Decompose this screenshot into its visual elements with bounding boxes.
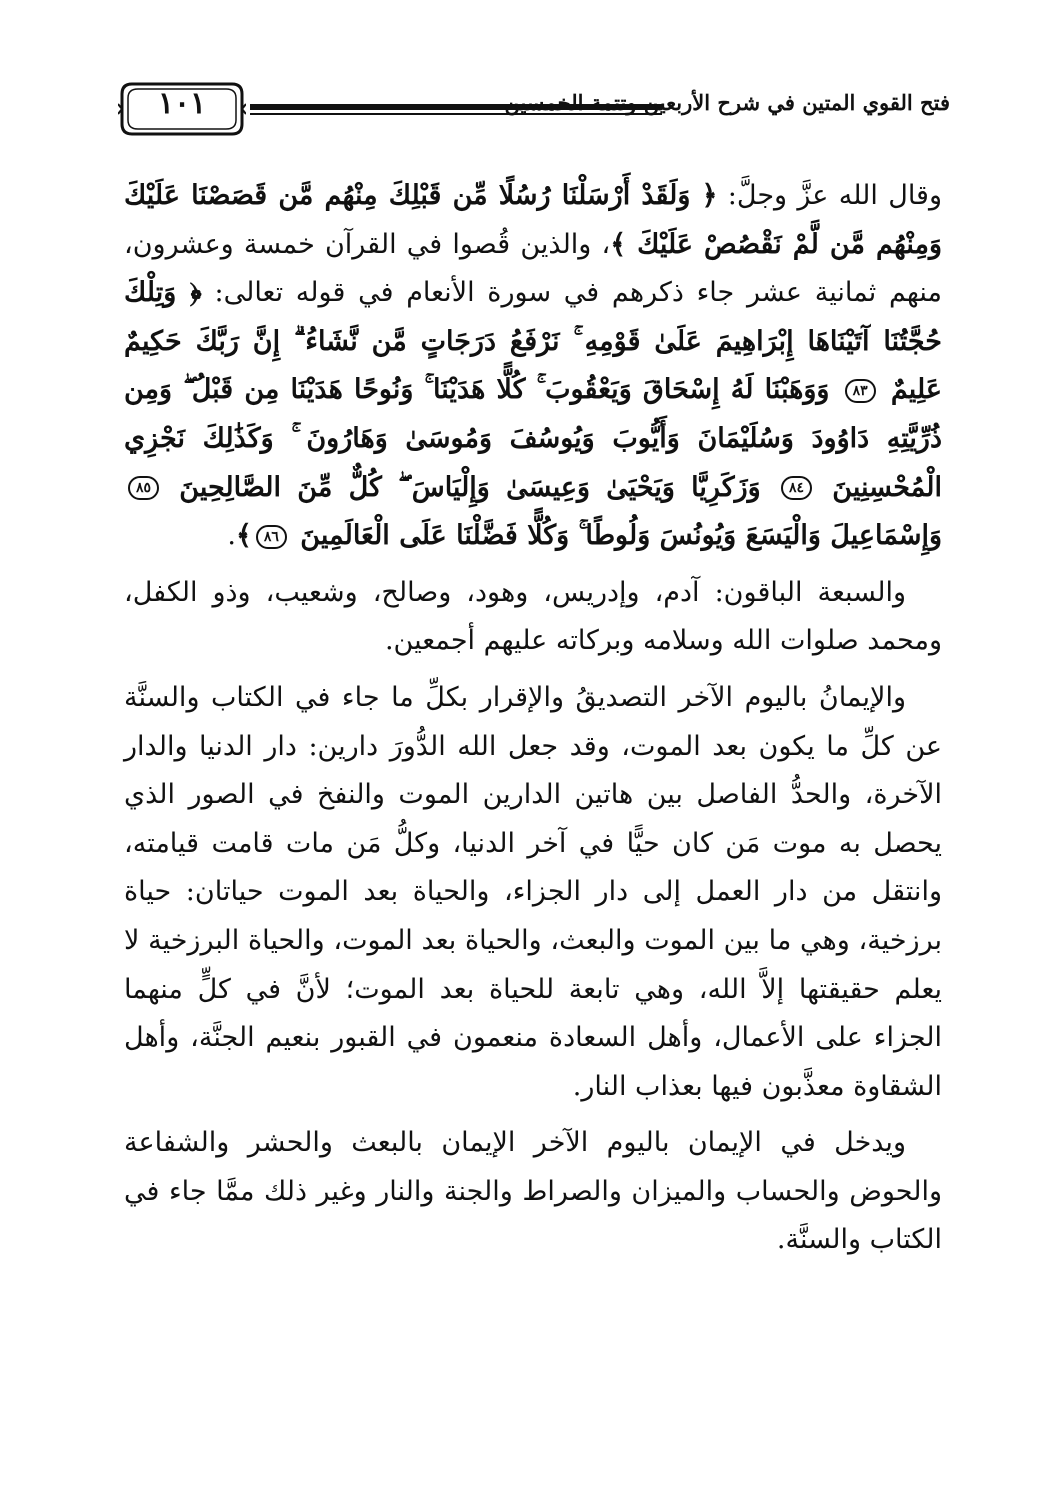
quran-bracket: ﴾ (610, 228, 627, 260)
page-body (124, 172, 942, 1273)
quran-verse-text: وَتِلْكَ حُجَّتُنَا آتَيْنَاهَا إِبْرَاهِيمَ عَلَىٰ قَوْمِهِ ۚ نَرْفَعُ دَرَجَاتٍ مَّن نَّشَاءُ ۗ إِنَّ رَبَّكَ حَكِيمٌ عَلِيمٌ (124, 277, 942, 406)
quran-verse-text: وَلَقَدْ أَرْسَلْنَا رُسُلًا مِّن قَبْلِكَ مِنْهُم مَّن قَصَصْنَا عَلَيْكَ وَمِنْهُم مَّن لَّمْ نَقْصُصْ عَلَيْكَ (124, 180, 943, 260)
body-text: والإيمانُ باليوم الآخر التصديقُ والإقرار بكلِّ ما جاء في الكتاب والسنَّة عن كلِّ ما يكون بعد الموت، وقد جعل الله الدُّورَ دارين: دار الدنيا والدار الآخرة، والحدُّ الفاصل بين هاتين الدارين الموت والنفخ في الصور الذي يحصل به موت مَن كان حيًّا في آخر الدنيا، وكلُّ مَن مات قامت قيامته، وانتقل من دار العمل إلى دار الجزاء، والحياة بعد الموت حياتان: حياة برزخية، وهي ما بين الموت والبعث، والحياة بعد الموت، والحياة البرزخية لا يعلم حقيقتها إلاَّ الله، وهي تابعة للحياة بعد الموت؛ لأنَّ في كلٍّ منهما الجزاء على الأعمال، وأهل السعادة منعمون في القبور بنعيم الجنَّة، وأهل الشقاوة معذَّبون فيها بعذاب النار. (124, 681, 942, 1102)
paragraph (124, 569, 942, 666)
quran-bracket: ﴿ (701, 180, 718, 211)
quran-verse-text: وَوَهَبْنَا لَهُ إِسْحَاقَ وَيَعْقُوبَ ۚ كُلًّا هَدَيْنَا ۚ وَنُوحًا هَدَيْنَا مِن قَبْلُ ۖ وَمِن ذُرِّيَّتِهِ دَاوُودَ وَسُلَيْمَانَ وَأَيُّوبَ وَيُوسُفَ وَمُوسَىٰ وَهَارُونَ ۚ وَكَذَٰلِكَ نَجْزِي الْمُحْسِنِينَ (124, 374, 942, 503)
verse-number-marker: ٨٣ (845, 379, 876, 403)
verse-number-marker: ٨٦ (256, 525, 287, 549)
quran-bracket: ﴾ (236, 520, 252, 552)
body-text: والسبعة الباقون: آدم، وإدريس، وهود، وصالح، وشعيب، وذو الكفل، ومحمد صلوات الله وسلامه وبركاته عليهم أجمعين. (124, 576, 942, 657)
page-number-frame (118, 78, 246, 140)
body-text: وقال الله عزَّ وجلَّ: (717, 180, 942, 211)
quran-bracket: ﴿ (189, 277, 202, 309)
book-title: فتح القوي المتين في شرح الأربعين وتتمة الخمسين (504, 90, 950, 115)
body-text: ويدخل في الإيمان باليوم الآخر الإيمان بالبعث والحشر والشفاعة والحوض والحساب والميزان والصراط والجنة والنار وغير ذلك ممَّا جاء في الكتاب والسنَّة. (124, 1127, 942, 1256)
paragraph (124, 674, 942, 1111)
verse-number-marker: ٨٤ (781, 476, 812, 500)
paragraph (124, 172, 942, 561)
page-number: ١٠١ (157, 86, 207, 121)
paragraph (124, 1119, 942, 1265)
body-text: . (227, 520, 237, 552)
quran-verse-text: وَإِسْمَاعِيلَ وَالْيَسَعَ وَيُونُسَ وَلُوطًا ۚ وَكُلًّا فَضَّلْنَا عَلَى الْعَالَمِينَ (290, 520, 942, 552)
body-text: ، والذين قُصوا في القرآن خمسة وعشرون، منهم ثمانية عشر جاء ذكرهم في سورة الأنعام في قوله تعالى: (124, 228, 942, 309)
quran-verse-text: وَزَكَرِيَّا وَيَحْيَىٰ وَعِيسَىٰ وَإِلْيَاسَ ۖ كُلٌّ مِّنَ الصَّالِحِينَ (163, 471, 777, 503)
verse-number-marker: ٨٥ (128, 476, 159, 500)
page-header (118, 78, 950, 148)
